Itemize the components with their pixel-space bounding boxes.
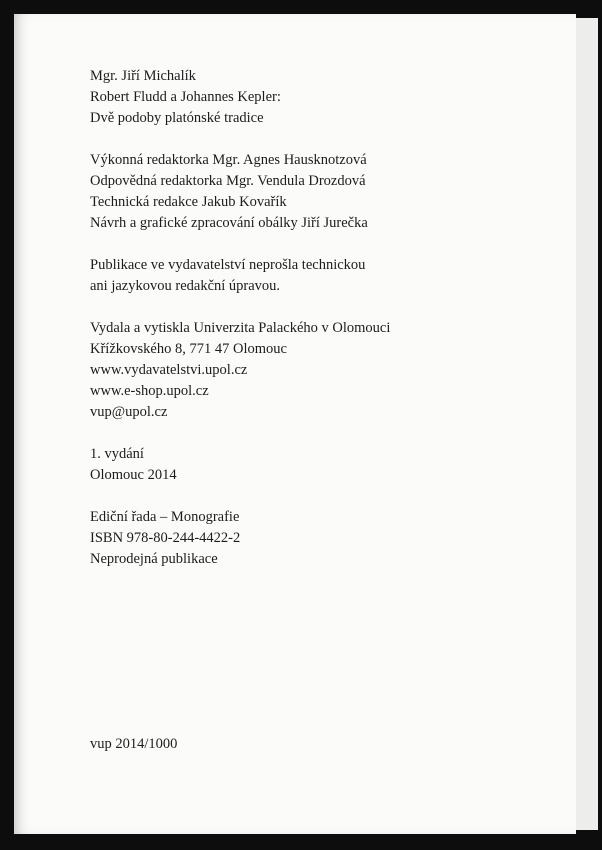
publisher-website: www.vydavatelstvi.upol.cz [90, 362, 248, 378]
edition-place-year: Olomouc 2014 [90, 467, 177, 483]
publisher-block [90, 318, 550, 423]
editorial-note-block [90, 255, 550, 297]
book-title: Robert Fludd a Johannes Kepler: [90, 89, 281, 105]
isbn: ISBN 978-80-244-4422-2 [90, 530, 241, 546]
publisher-name: Vydala a vytiskla Univerzita Palackého v Olomouci [90, 320, 391, 336]
not-for-sale-note: Neprodejná publikace [90, 551, 218, 567]
series-name: Ediční řada – Monografie [90, 509, 240, 525]
book-subtitle: Dvě podoby platónské tradice [90, 110, 264, 126]
edition-block [90, 444, 550, 486]
publisher-eshop: www.e-shop.upol.cz [90, 383, 209, 399]
publisher-email: vup@upol.cz [90, 404, 168, 420]
responsible-editor: Odpovědná redaktorka Mgr. Vendula Drozdová [90, 173, 366, 189]
editors-block [90, 150, 550, 234]
edition-number: 1. vydání [90, 446, 144, 462]
author-name: Mgr. Jiří Michalík [90, 68, 196, 84]
adjacent-page-edge [576, 18, 598, 830]
series-block [90, 507, 550, 570]
author-title-block [90, 66, 550, 129]
editorial-note-line-1: Publikace ve vydavatelství neprošla technickou [90, 257, 366, 273]
publisher-address: Křížkovského 8, 771 47 Olomouc [90, 341, 287, 357]
editorial-note-line-2: ani jazykovou redakční úpravou. [90, 278, 281, 294]
imprint-page [14, 14, 576, 834]
cover-design-credit: Návrh a grafické zpracování obálky Jiří Jurečka [90, 215, 368, 231]
executive-editor: Výkonná redaktorka Mgr. Agnes Hausknotzová [90, 152, 367, 168]
publication-code: vup 2014/1000 [90, 736, 178, 752]
technical-editor: Technická redakce Jakub Kovařík [90, 194, 287, 210]
imprint-text-block [90, 66, 550, 591]
